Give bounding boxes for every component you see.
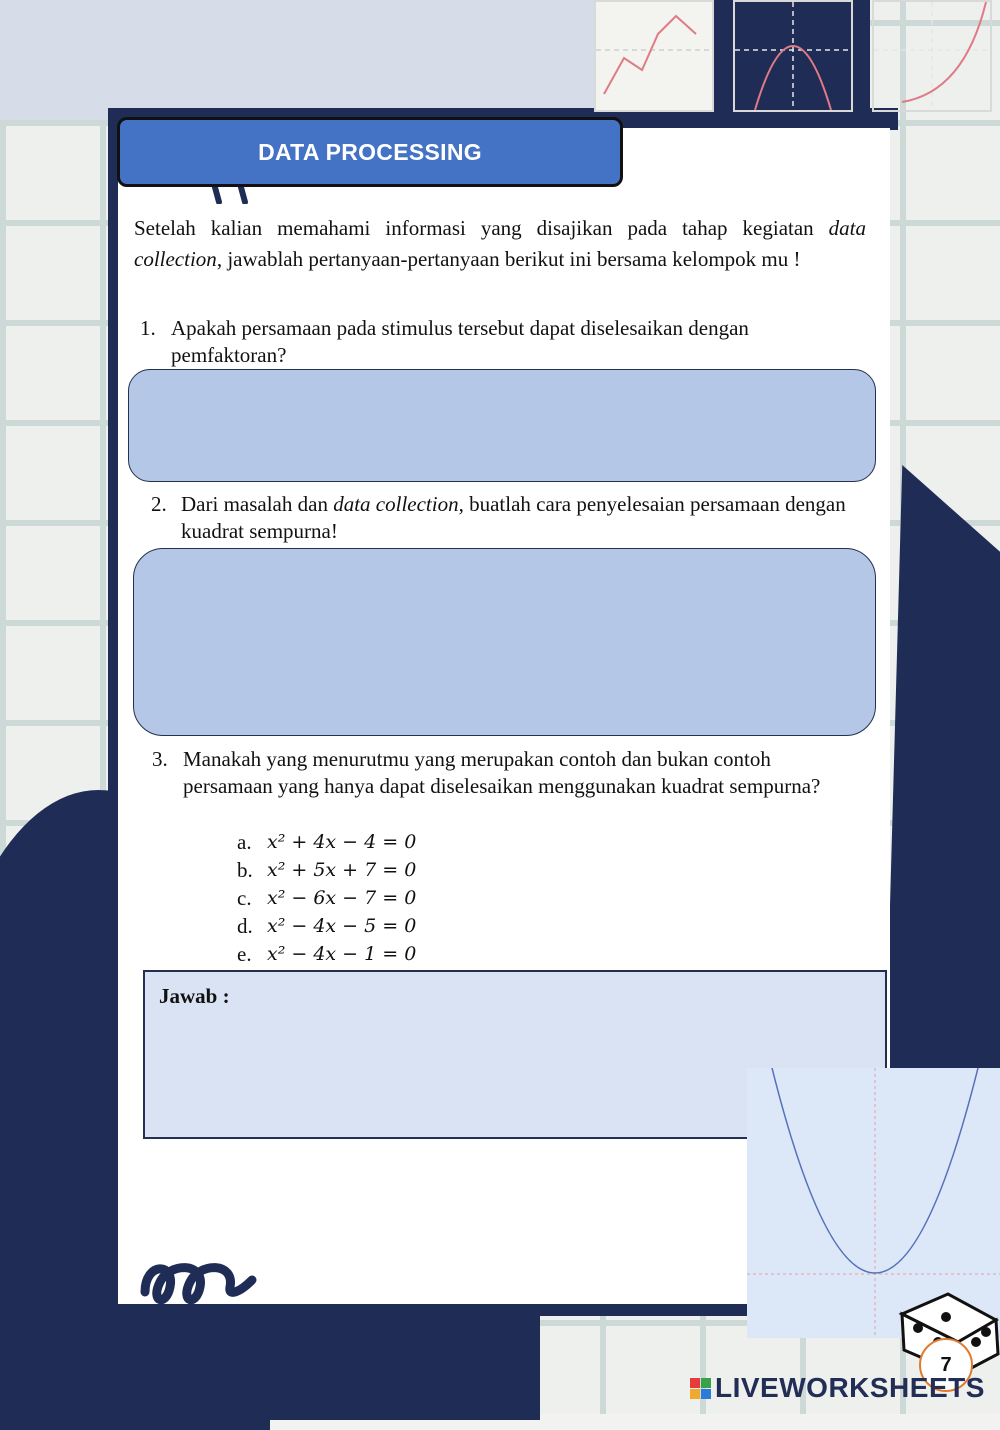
answer-box-1[interactable] — [128, 369, 876, 482]
question-number: 2. — [151, 492, 167, 516]
parabola-down-icon — [735, 2, 851, 110]
option-list — [237, 828, 416, 968]
option-b: b. x² + 5x + 7 = 0 — [237, 858, 417, 882]
swirl-decoration-icon — [140, 1252, 260, 1312]
zigzag-graph-icon — [596, 2, 712, 110]
question-text: Manakah yang menurutmu yang merupakan contoh dan bukan contoh persamaan yang hanya dapat diselesaikan menggunakan kuadrat sempurna? — [183, 747, 821, 798]
graph-thumbnail-parabola-down — [733, 0, 853, 112]
question-number: 3. — [152, 747, 168, 771]
intro-text-end: , jawablah pertanyaan-pertanyaan berikut ini bersama kelompok mu ! — [216, 247, 801, 271]
liveworksheets-icon — [690, 1378, 711, 1399]
exponential-curve-icon — [874, 2, 990, 110]
page-number: 7 — [919, 1338, 973, 1392]
answer-label: Jawab : — [159, 984, 230, 1008]
graph-thumbnail-exponential — [872, 0, 992, 112]
question-text: Dari masalah dan data collection, buatlah cara penyelesaian persamaan dengan kuadrat sempurna! — [181, 492, 846, 543]
question-text: Apakah persamaan pada stimulus tersebut dapat diselesaikan dengan pemfaktoran? — [171, 316, 749, 367]
question-number: 1. — [140, 316, 156, 340]
section-header: DATA PROCESSING — [117, 117, 623, 187]
option-c: c. x² − 6x − 7 = 0 — [237, 886, 417, 910]
answer-box-2[interactable] — [133, 548, 876, 736]
brand-text: LIVEWORKSHEETS — [715, 1372, 985, 1403]
intro-paragraph — [134, 213, 866, 275]
graph-thumbnail-line — [594, 0, 714, 112]
option-a: a. x² + 4x − 4 = 0 — [237, 830, 417, 854]
intro-emphasis: data collection — [134, 216, 866, 271]
question-2 — [151, 491, 866, 545]
option-e: e. x² − 4x − 1 = 0 — [237, 942, 417, 966]
liveworksheets-logo[interactable] — [690, 1372, 985, 1404]
question-1 — [140, 315, 840, 369]
torn-paper-decoration — [0, 0, 660, 120]
question-3 — [152, 746, 852, 800]
navy-shape-right — [885, 465, 1000, 1085]
intro-text: Setelah kalian memahami informasi yang disajikan pada tahap kegiatan — [134, 216, 829, 240]
option-d: d. x² − 4x − 5 = 0 — [237, 914, 417, 938]
